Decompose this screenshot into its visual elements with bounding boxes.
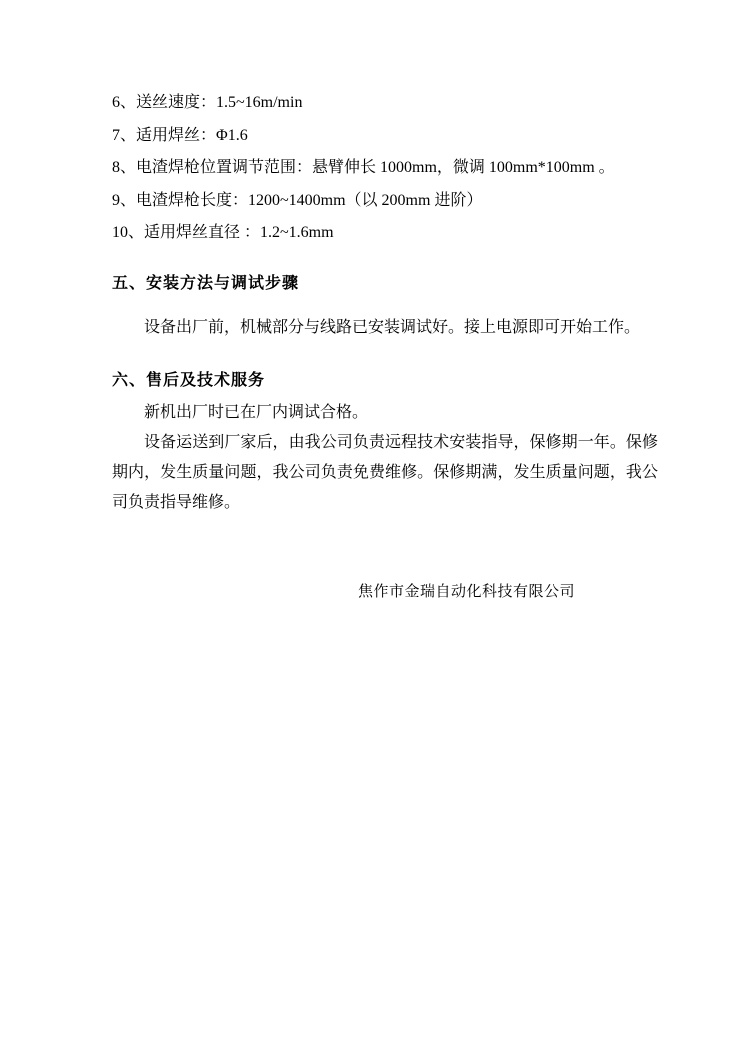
service-paragraph-1: 新机出厂时已在厂内调试合格。 bbox=[144, 404, 369, 421]
section-heading-service: 六、售后及技术服务 bbox=[112, 372, 266, 389]
spec-item-gun-position-range: 8、电渣焊枪位置调节范围：悬臂伸长 1000mm，微调 100mm*100mm 。 bbox=[112, 159, 615, 176]
section-heading-install: 五、安装方法与调试步骤 bbox=[112, 275, 300, 292]
spec-list bbox=[112, 87, 672, 250]
install-paragraph: 设备出厂前，机械部分与线路已安装调试好。接上电源即可开始工作。 bbox=[144, 319, 641, 336]
spec-item-gun-length: 9、电渣焊枪长度：1200~1400mm（以 200mm 进阶） bbox=[112, 191, 483, 209]
spec-item-wire-feed-speed: 6、送丝速度：1.5~16m/min bbox=[112, 94, 303, 111]
company-signature: 焦作市金瑞自动化科技有限公司 bbox=[358, 584, 576, 600]
spec-item-applicable-wire: 7、适用焊丝：Φ1.6 bbox=[112, 126, 248, 144]
service-paragraph-2: 设备运送到厂家后，由我公司负责远程技术安装指导，保修期一年。保修期内，发生质量问题，我公司负责免费维修。保修期满，发生质量问题，我公司负责指导维修。 bbox=[112, 434, 658, 511]
spec-item-wire-diameter: 10、适用焊丝直径 ：1.2~1.6mm bbox=[112, 224, 334, 241]
